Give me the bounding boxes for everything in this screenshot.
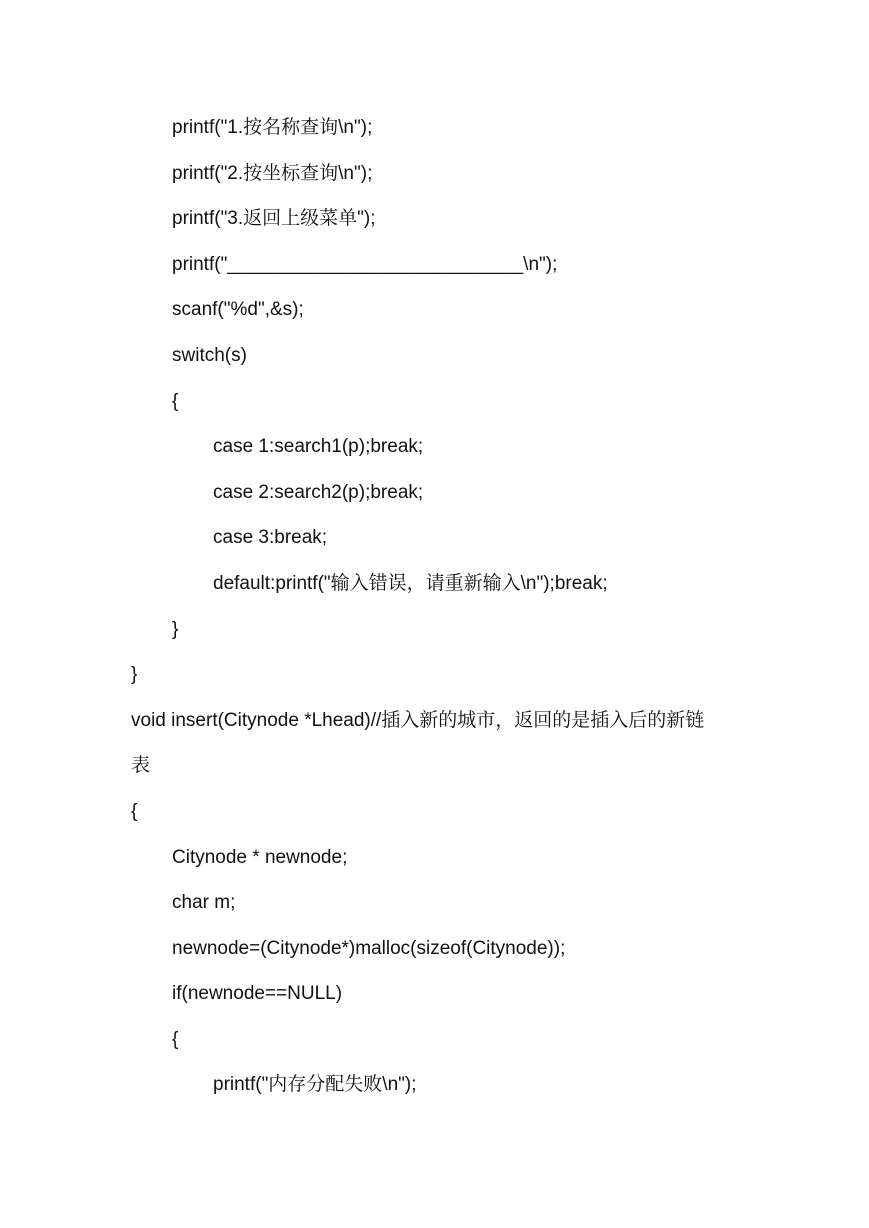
code-line bbox=[0, 659, 869, 705]
code-line bbox=[0, 158, 869, 204]
code-line-text: if(newnode==NULL) bbox=[172, 983, 343, 1005]
code-line bbox=[0, 1069, 869, 1115]
code-line bbox=[0, 614, 869, 660]
code-line-text: printf("____________________________\n"); bbox=[172, 253, 558, 275]
code-line bbox=[0, 431, 869, 477]
code-line-text: 表 bbox=[131, 755, 151, 777]
code-line bbox=[0, 1024, 869, 1070]
code-line-text: void insert(Citynode *Lhead)//插入新的城市，返回的是插入后的新链 bbox=[131, 709, 705, 731]
code-line-text: } bbox=[172, 618, 179, 640]
code-line bbox=[0, 249, 869, 295]
code-line bbox=[0, 522, 869, 568]
code-line bbox=[0, 887, 869, 933]
code-line-text: { bbox=[172, 390, 179, 412]
code-line-text: Citynode * newnode; bbox=[172, 846, 348, 868]
code-line-text: default:printf("输入错误，请重新输入\n");break; bbox=[213, 572, 608, 594]
code-line bbox=[0, 933, 869, 979]
code-line-text: printf("2.按坐标查询\n"); bbox=[172, 162, 373, 184]
code-line-text: newnode=(Citynode*)malloc(sizeof(Citynode)); bbox=[172, 937, 566, 959]
code-line bbox=[0, 386, 869, 432]
code-line-text: } bbox=[131, 664, 138, 686]
code-line bbox=[0, 477, 869, 523]
code-line bbox=[0, 705, 869, 751]
code-line bbox=[0, 978, 869, 1024]
code-line bbox=[0, 796, 869, 842]
code-line bbox=[0, 112, 869, 158]
code-line-text: case 2:search2(p);break; bbox=[213, 481, 424, 503]
code-line bbox=[0, 750, 869, 796]
code-line-text: printf("内存分配失败\n"); bbox=[213, 1074, 417, 1096]
code-line bbox=[0, 203, 869, 249]
code-line bbox=[0, 568, 869, 614]
code-line-text: scanf("%d",&s); bbox=[172, 299, 304, 321]
code-line-text: case 1:search1(p);break; bbox=[213, 436, 424, 458]
code-line bbox=[0, 340, 869, 386]
code-line bbox=[0, 842, 869, 888]
code-line-text: printf("3.返回上级菜单"); bbox=[172, 208, 376, 230]
code-line-text: { bbox=[172, 1028, 179, 1050]
code-line-text: case 3:break; bbox=[213, 527, 328, 549]
code-line-text: printf("1.按名称查询\n"); bbox=[172, 117, 373, 138]
code-line-text: char m; bbox=[172, 892, 236, 914]
code-line-text: { bbox=[131, 800, 138, 822]
code-line-text: switch(s) bbox=[172, 344, 247, 366]
code-listing bbox=[0, 112, 869, 1115]
code-line bbox=[0, 294, 869, 340]
